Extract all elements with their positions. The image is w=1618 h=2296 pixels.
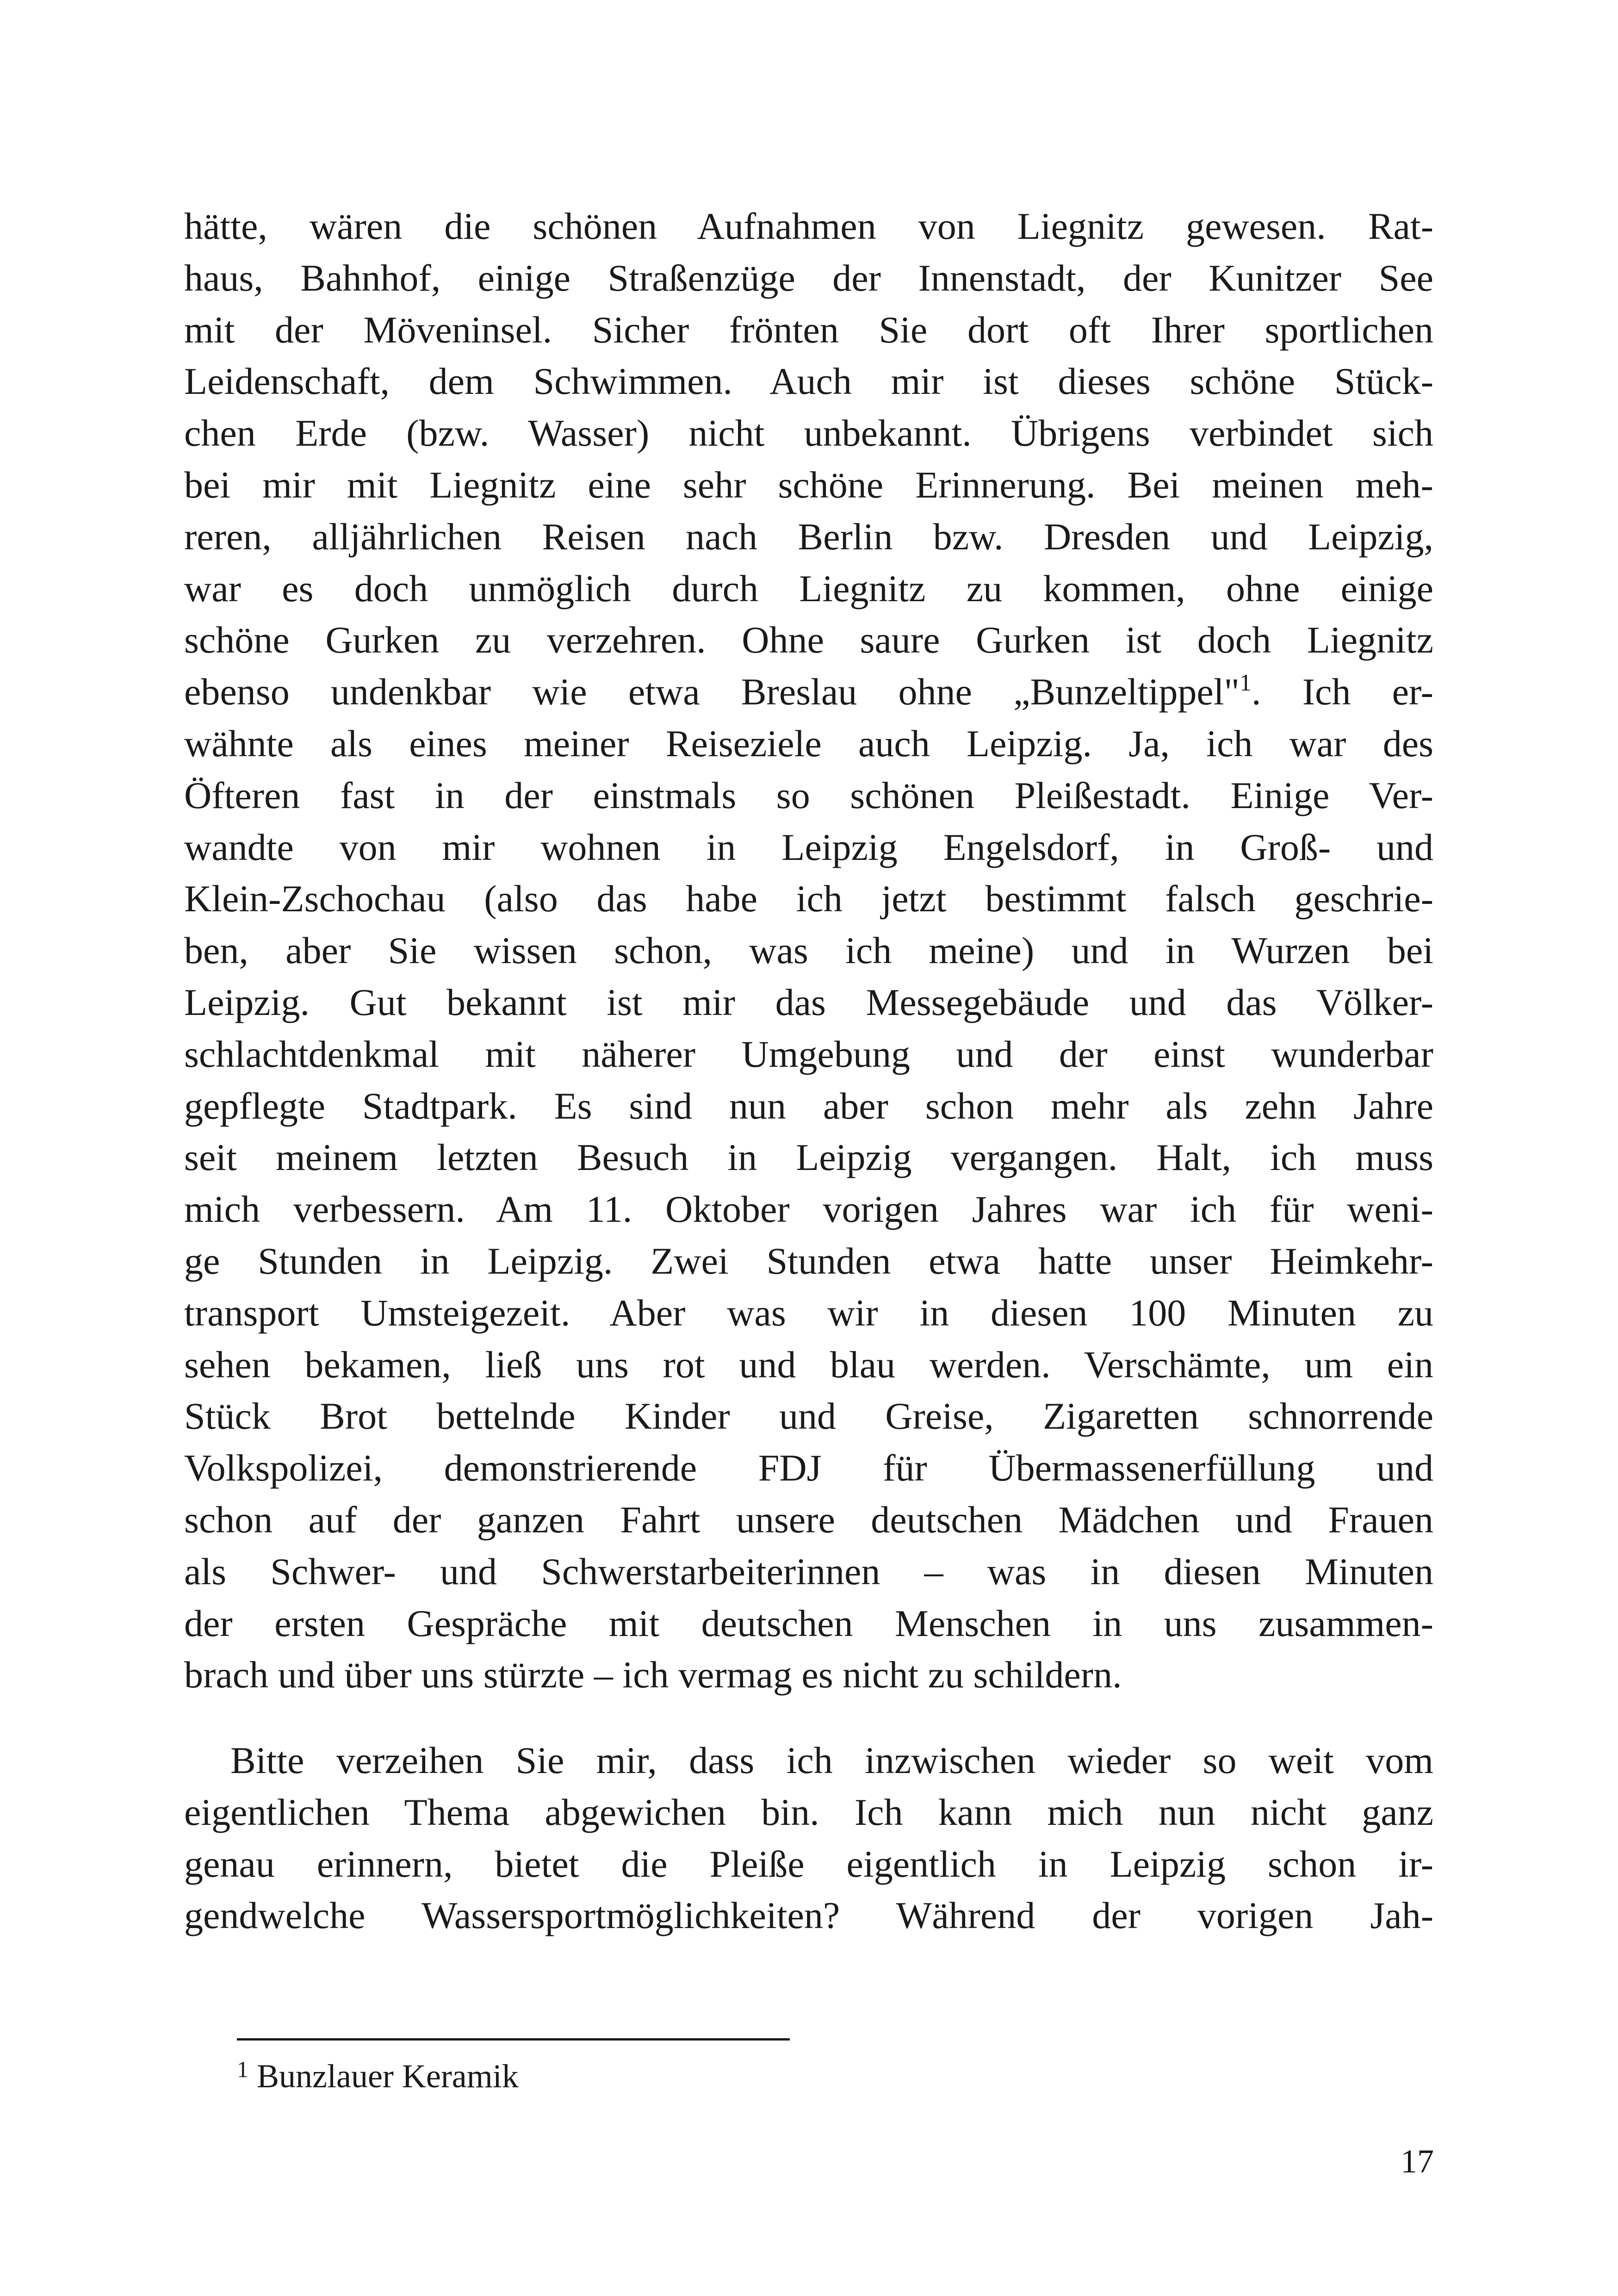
- footnote-reference[interactable]: 1: [1240, 670, 1252, 697]
- text-line: mich verbessern. Am 11. Oktober vorigen Jahres war ich für weni-: [184, 1188, 1433, 1231]
- text-line: Leipzig. Gut bekannt ist mir das Messegebäude und das Völker-: [184, 981, 1433, 1023]
- text-line: chen Erde (bzw. Wasser) nicht unbekannt. Übrigens verbindet sich: [184, 412, 1433, 454]
- text-line: der ersten Gespräche mit deutschen Menschen in uns zusammen-: [184, 1602, 1433, 1644]
- text-line: Öfteren fast in der einstmals so schönen Pleißestadt. Einige Ver-: [184, 774, 1433, 816]
- footnote-divider: [237, 2038, 790, 2041]
- text-line: schöne Gurken zu verzehren. Ohne saure Gurken ist doch Liegnitz: [184, 619, 1433, 661]
- text-line: transport Umsteigezeit. Aber was wir in diesen 100 Minuten zu: [184, 1291, 1433, 1334]
- text-line: seit meinem letzten Besuch in Leipzig vergangen. Halt, ich muss: [184, 1136, 1433, 1179]
- footnote: [237, 2053, 519, 2099]
- footnote-text: Bunzlauer Keramik: [257, 2058, 519, 2095]
- page-number: 17: [1401, 2143, 1434, 2180]
- text-line-head: ebenso undenkbar wie etwa Breslau ohne „Bunzeltippel": [184, 671, 1240, 713]
- text-line: genau erinnern, bietet die Pleiße eigentlich in Leipzig schon ir-: [184, 1842, 1433, 1885]
- text-line: sehen bekamen, ließ uns rot und blau werden. Verschämte, um ein: [184, 1343, 1433, 1386]
- text-line: Bitte verzeihen Sie mir, dass ich inzwischen wieder so weit vom: [230, 1739, 1433, 1781]
- text-line: wandte von mir wohnen in Leipzig Engelsdorf, in Groß- und: [184, 826, 1433, 868]
- text-line-with-footnote: [184, 666, 1433, 718]
- text-line: eigentlichen Thema abgewichen bin. Ich kann mich nun nicht ganz: [184, 1791, 1433, 1833]
- text-line: ge Stunden in Leipzig. Zwei Stunden etwa hatte unser Heimkehr-: [184, 1239, 1433, 1282]
- text-line: Stück Brot bettelnde Kinder und Greise, Zigaretten schnorrende: [184, 1395, 1433, 1437]
- text-line: schlachtdenkmal mit näherer Umgebung und der einst wunderbar: [184, 1033, 1433, 1075]
- text-line: war es doch unmöglich durch Liegnitz zu kommen, ohne einige: [184, 567, 1433, 610]
- footnote-number: 1: [237, 2056, 248, 2082]
- text-line: bei mir mit Liegnitz eine sehr schöne Erinnerung. Bei meinen meh-: [184, 463, 1433, 506]
- text-line: reren, alljährlichen Reisen nach Berlin bzw. Dresden und Leipzig,: [184, 515, 1433, 558]
- text-line: Volkspolizei, demonstrierende FDJ für Übermassenerfüllung und: [184, 1447, 1433, 1489]
- text-line: gepflegte Stadtpark. Es sind nun aber schon mehr als zehn Jahre: [184, 1084, 1433, 1127]
- text-line: hätte, wären die schönen Aufnahmen von Liegnitz gewesen. Rat-: [184, 205, 1433, 247]
- text-line: wähnte als eines meiner Reiseziele auch Leipzig. Ja, ich war des: [184, 722, 1433, 765]
- text-line: mit der Möveninsel. Sicher frönten Sie dort oft Ihrer sportlichen: [184, 308, 1433, 351]
- paragraph-1: [184, 200, 1433, 1701]
- paragraph-2: [184, 1735, 1433, 1941]
- text-line: ben, aber Sie wissen schon, was ich meine) und in Wurzen bei: [184, 929, 1433, 972]
- text-line: Klein-Zschochau (also das habe ich jetzt bestimmt falsch geschrie-: [184, 877, 1433, 920]
- text-line: brach und über uns stürzte – ich vermag es nicht zu schildern.: [184, 1654, 1122, 1696]
- text-line: gendwelche Wassersportmöglichkeiten? Während der vorigen Jah-: [184, 1894, 1433, 1937]
- text-line: schon auf der ganzen Fahrt unsere deutschen Mädchen und Frauen: [184, 1498, 1433, 1541]
- text-line: als Schwer- und Schwerstarbeiterinnen – was in diesen Minuten: [184, 1550, 1433, 1593]
- text-line: Leidenschaft, dem Schwimmen. Auch mir ist dieses schöne Stück-: [184, 360, 1433, 403]
- text-line: haus, Bahnhof, einige Straßenzüge der Innenstadt, der Kunitzer See: [184, 256, 1433, 299]
- text-line-tail: . Ich er-: [1252, 671, 1433, 713]
